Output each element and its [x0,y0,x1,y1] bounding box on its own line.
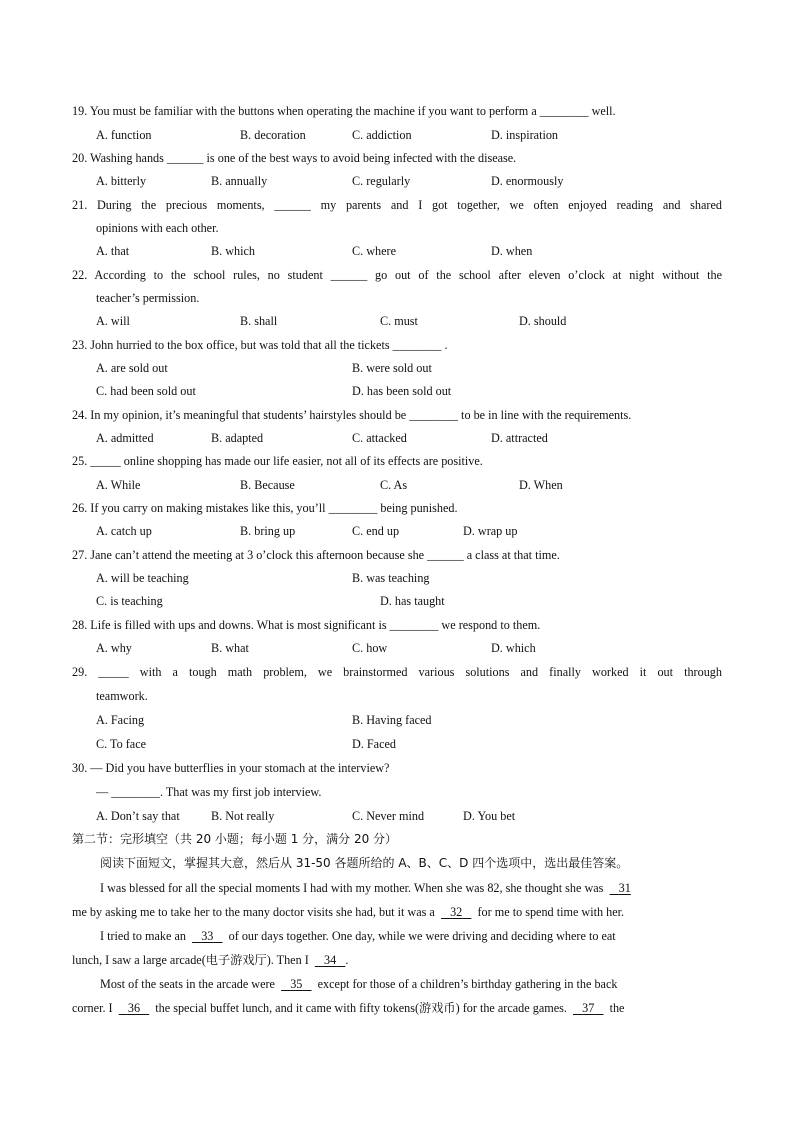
q24-option-c: C. attacked [352,431,407,445]
passage-text: lunch, I saw a large arcade(电子游戏厅). Then I [72,953,309,967]
q26-option-a: A. catch up [96,524,152,538]
passage-line-4: lunch, I saw a large arcade(电子游戏厅). Then I 34 . [72,953,349,967]
q30-option-d: D. You bet [463,809,516,823]
q24-option-a: A. admitted [96,431,154,445]
q21-option-b: B. which [211,244,256,258]
q28-option-b: B. what [211,641,249,655]
question-22-stem: 22. According to the school rules, no student ______ go out of the school after eleven o’clock at night without the [72,268,722,282]
blank-32: 32 [450,905,463,919]
passage-text: Most of the seats in the arcade were [100,977,275,991]
passage-text: me by asking me to take her to the many doctor visits she had, but it was a [72,905,435,919]
q29-option-a: A. Facing [96,713,145,727]
q23-option-d: D. has been sold out [352,384,452,398]
question-26-stem: 26. If you carry on making mistakes like this, you’ll ________ being punished. [72,501,458,515]
passage-text: except for those of a children’s birthday gathering in the back [317,977,618,991]
blank-37: 37 [582,1001,595,1015]
q21-option-a: A. that [96,244,130,258]
q28-option-a: A. why [96,641,132,655]
passage-text: I was blessed for all the special moments I had with my mother. When she was 82, she thought she was [100,881,604,895]
question-23-stem: 23. John hurried to the box office, but was told that all the tickets ________ . [72,338,448,352]
question-30-stem-cont: — ________. That was my first job interview. [96,785,322,799]
q27-option-a: A. will be teaching [96,571,189,585]
question-30-stem: 30. — Did you have butterflies in your stomach at the interview? [72,761,390,775]
passage-text: the [609,1001,625,1015]
question-27-stem: 27. Jane can’t attend the meeting at 3 o’clock this afternoon because she ______ a class at that time. [72,548,560,562]
q29-option-b: B. Having faced [352,713,432,727]
question-20-stem: 20. Washing hands ______ is one of the best ways to avoid being infected with the disease. [72,151,517,165]
q19-option-c: C. addiction [352,128,412,142]
q22-option-d: D. should [519,314,567,328]
blank-31: 31 [618,881,631,895]
q25-option-d: D. When [519,478,563,492]
q27-option-c: C. is teaching [96,594,163,608]
question-21-stem-cont: opinions with each other. [96,221,219,235]
q23-option-c: C. had been sold out [96,384,196,398]
q27-option-b: B. was teaching [352,571,430,585]
question-29-stem: 29. _____ with a tough math problem, we brainstormed various solutions and finally worked it out through [72,665,722,679]
passage-text: for me to spend time with her. [477,905,625,919]
passage-line-6 [72,1000,624,1016]
q19-option-b: B. decoration [240,128,306,142]
q30-option-a: A. Don’t say that [96,809,180,823]
blank-34: 34 [324,953,337,967]
question-19-stem: 19. You must be familiar with the buttons when operating the machine if you want to perform a ________ well. [72,104,616,118]
q20-option-a: A. bitterly [96,174,147,188]
q26-option-c: C. end up [352,524,400,538]
q20-option-d: D. enormously [491,174,564,188]
q23-option-b: B. were sold out [352,361,432,375]
q24-option-d: D. attracted [491,431,548,445]
q29-option-d: D. Faced [352,737,396,751]
q26-option-b: B. bring up [240,524,296,538]
passage-text: corner. I [72,1001,113,1015]
question-25-stem: 25. _____ online shopping has made our life easier, not all of its effects are positive. [72,454,483,468]
passage-text: I tried to make an [100,929,186,943]
q22-option-c: C. must [380,314,418,328]
q21-option-c: C. where [352,244,396,258]
q19-option-a: A. function [96,128,152,142]
q25-option-b: B. Because [240,478,295,492]
passage-line-1 [100,880,631,896]
passage-line-5 [100,976,617,992]
question-22-stem-cont: teacher’s permission. [96,291,200,305]
blank-33: 33 [201,929,214,943]
q23-option-a: A. are sold out [96,361,168,375]
blank-36: 36 [127,1001,141,1015]
q26-option-d: D. wrap up [463,524,518,538]
q29-option-c: C. To face [96,737,147,751]
q27-option-d: D. has taught [380,594,445,608]
q28-option-d: D. which [491,641,536,655]
question-29-stem-cont: teamwork. [96,689,148,703]
passage-line-3 [100,928,616,944]
q22-option-a: A. will [96,314,130,328]
passage-text: the special buffet lunch, and it came with fifty tokens(游戏币) for the arcade games. [155,1001,567,1015]
q25-option-a: A. While [96,478,141,492]
section-instruction: 阅读下面短文，掌握其大意，然后从 31-50 各题所给的 A、B、C、D 四个选项中，选出最佳答案。 [100,856,629,870]
question-21-stem: 21. During the precious moments, ______ my parents and I got together, we often enjoyed reading and shared [72,198,722,212]
q28-option-c: C. how [352,641,388,655]
q24-option-b: B. adapted [211,431,264,445]
passage-line-2 [72,904,624,920]
section-heading: 第二节：完形填空（共 20 小题；每小题 1 分，满分 20 分） [72,832,398,846]
q21-option-d: D. when [491,244,533,258]
q25-option-c: C. As [380,478,408,492]
q30-option-c: C. Never mind [352,809,425,823]
question-24-stem: 24. In my opinion, it’s meaningful that students’ hairstyles should be ________ to be in line with the requirements. [72,408,632,422]
q20-option-b: B. annually [211,174,268,188]
question-28-stem: 28. Life is filled with ups and downs. What is most significant is ________ we respond to them. [72,618,541,632]
q20-option-c: C. regularly [352,174,411,188]
q22-option-b: B. shall [240,314,278,328]
blank-35: 35 [290,977,303,991]
q30-option-b: B. Not really [211,809,275,823]
q19-option-d: D. inspiration [491,128,559,142]
passage-text: of our days together. One day, while we were driving and deciding where to eat [228,929,616,943]
